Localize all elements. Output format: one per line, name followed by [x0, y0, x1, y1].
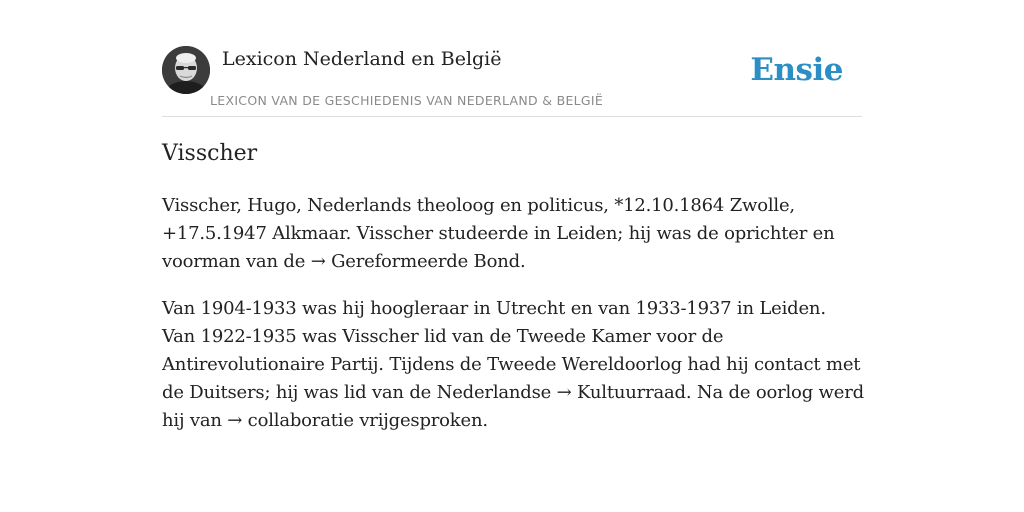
paragraph-1-end: . — [519, 251, 526, 272]
author-avatar[interactable] — [162, 46, 210, 94]
lexicon-subtitle: LEXICON VAN DE GESCHIEDENIS VAN NEDERLAND & BELGIË — [210, 93, 604, 108]
link-collaboratie[interactable]: → collaboratie — [227, 410, 354, 431]
paragraph-2-end: vrijgesproken. — [353, 410, 488, 431]
paragraph-2-text: Van 1904-1933 was hij hoogleraar in Utrecht en van 1933-1937 in Leiden. Van 1922-1935 was Visscher lid van de Tweede Kamer voor de Antirevolutionaire Partij. Tijdens de Tweede Wereldoorlog had hij contact met de Duitsers; hij was lid van de Nederlandse — [162, 298, 861, 403]
paragraph-2-mid: . Na de oorlog werd hij van — [162, 382, 864, 431]
person-photo-icon — [162, 46, 210, 94]
paragraph-2 — [162, 295, 864, 435]
ensie-logo[interactable]: Ensie — [750, 52, 843, 88]
author-name-link[interactable]: Lexicon Nederland en België — [222, 48, 502, 70]
article-title: Visscher — [162, 141, 258, 166]
link-gereformeerde-bond[interactable]: → Gereformeerde Bond — [310, 251, 520, 272]
article-body — [162, 192, 864, 454]
paragraph-1 — [162, 192, 864, 276]
link-kultuurraad[interactable]: → Kultuurraad — [556, 382, 686, 403]
paragraph-1-text: Visscher, Hugo, Nederlands theoloog en politicus, *12.10.1864 Zwolle, +17.5.1947 Alkmaar. Visscher studeerde in Leiden; hij was de oprichter en voorman van de — [162, 195, 835, 272]
site-header — [162, 44, 862, 117]
